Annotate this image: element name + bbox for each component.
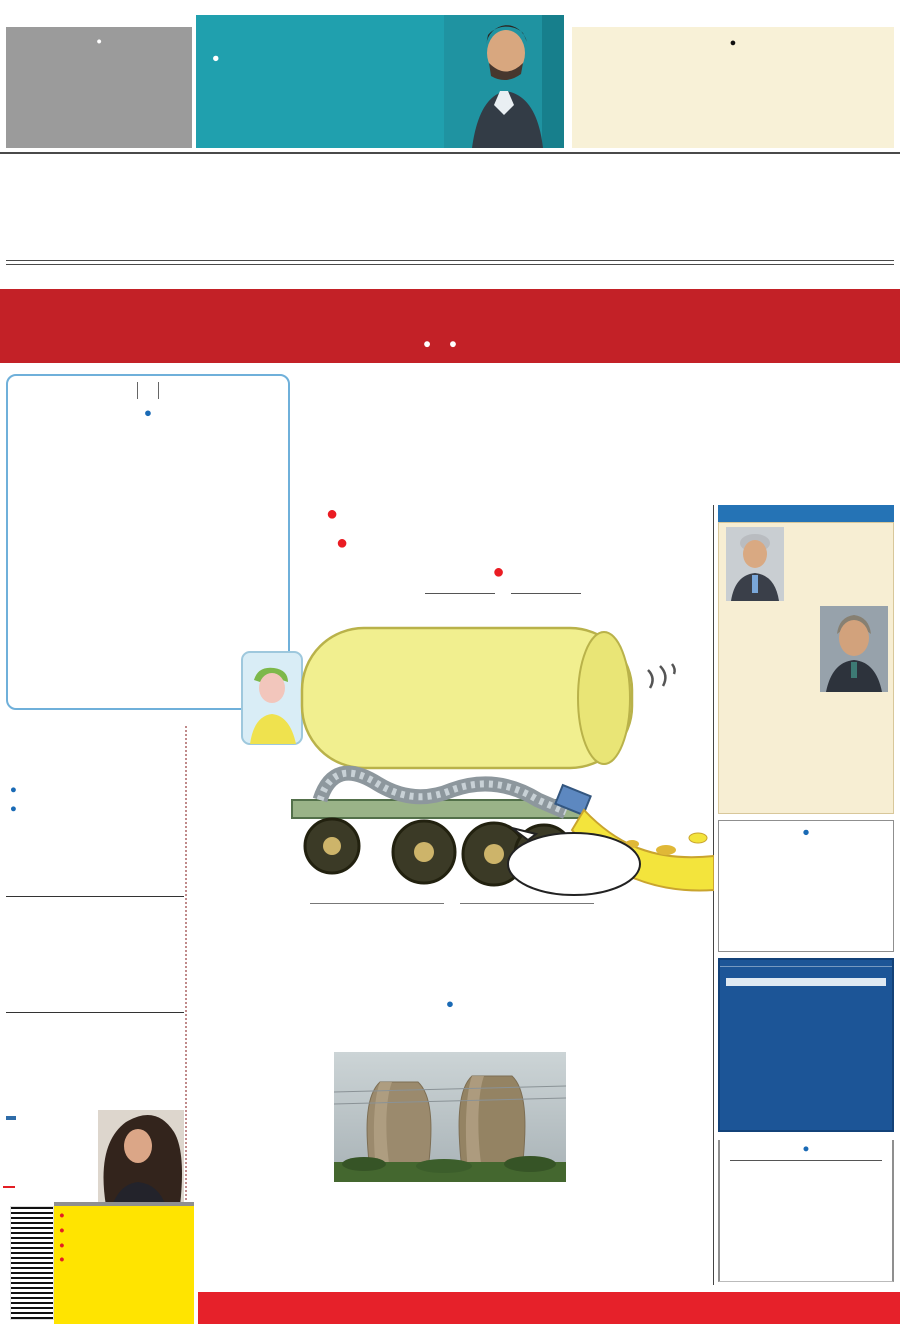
barcode: [10, 1206, 54, 1320]
lignite-col2a: [334, 1188, 446, 1288]
erdogan-bullet-2: [6, 803, 184, 817]
avramopoulos-photo: [726, 527, 784, 601]
banner-bullet-1: [423, 336, 435, 351]
red-banner: [0, 289, 900, 363]
sidebar2-bullet: [719, 825, 893, 840]
left-column-divider: [185, 726, 187, 1204]
top-left-box: [6, 27, 192, 148]
sidebar1-headline2: [719, 606, 820, 692]
main-bullet-1: [292, 500, 714, 529]
main-bullet-3: [292, 558, 714, 587]
top-middle-box: [196, 15, 564, 148]
aslanidou-photo: [98, 1110, 184, 1206]
typologies-item: [59, 1210, 191, 1221]
baltakos-photo: [820, 606, 888, 692]
main-report-ref: [292, 593, 714, 594]
sidebar3-sub: [726, 978, 886, 986]
typologies-box: [54, 1202, 194, 1324]
lignite-col2b: [452, 1188, 566, 1288]
lignite-lead-bullet: [334, 996, 566, 1013]
aslanidou-page: [3, 1186, 15, 1188]
top-left-headline: [6, 27, 192, 34]
sidebar-box-1: [718, 522, 894, 814]
tsipras-photo: [444, 15, 564, 148]
top-divider: [0, 152, 900, 154]
tharralea-bullet: [8, 405, 288, 421]
aslanidou-label: [6, 1116, 16, 1120]
bottom-banner: [198, 1292, 900, 1324]
sidebar3-headline: [720, 967, 892, 974]
top-right-box: [572, 27, 894, 148]
tharralea-dropcap: [18, 426, 21, 427]
main-bullet-2: [292, 529, 714, 558]
sidebar3-header: [720, 960, 892, 967]
sidebar4-bullet: [720, 1143, 892, 1157]
sidebar-title: [718, 505, 894, 522]
erdogan-bullet-1: [6, 784, 184, 798]
top-left-bullet: [6, 34, 192, 47]
aslanidou-block: [6, 1112, 184, 1208]
banner-bullet-2: [449, 336, 457, 351]
cooling-towers-photo: [334, 1052, 566, 1182]
stathis-cartoon: [236, 618, 714, 904]
top-right-bullet: [572, 35, 894, 50]
lignite-col1: [188, 996, 328, 1288]
typologies-item: [59, 1240, 191, 1251]
sidebar-box-4: [718, 1140, 894, 1282]
sidebar-box-3: [718, 958, 894, 1132]
top-right-headline: [572, 27, 894, 35]
typologies-item: [59, 1254, 191, 1265]
sidebar-box-2: [718, 820, 894, 952]
typologies-item: [59, 1225, 191, 1236]
top-middle-bullet: [196, 46, 564, 65]
